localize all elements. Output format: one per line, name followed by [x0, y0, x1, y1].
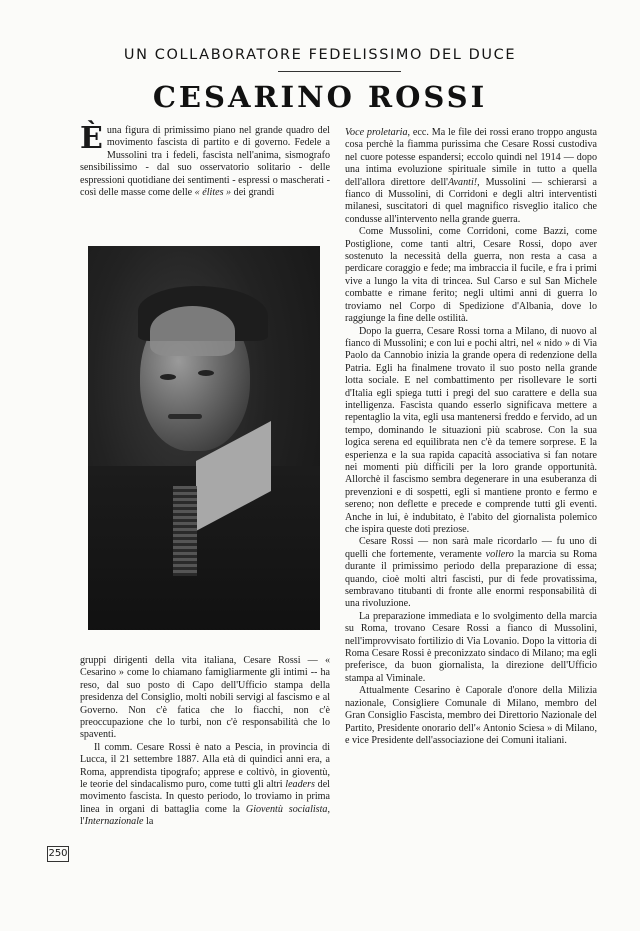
intro-paragraph: È una figura di primissimo piano nel grande quadro del movimento fascista di partito e di governo. Fedele a Mussolini tra i fedeli, fascista nell'anima, sismografo sensibilissimo - dal suo osservatorio solitario - delle espressioni quotidiane dei sentimenti - espressi o mascherati - così delle masse come delle « élites » dei grandi: [80, 121, 330, 199]
page-number: 250: [47, 846, 69, 862]
paragraph: Dopo la guerra, Cesare Rossi torna a Milano, di nuovo al fianco di Mussolini; e con lui e pochi altri, nel « nido » di Via Paolo da Cannobio inizia la grande opera di redenzione della Patria. Egli ha finalmene trovato il suo posto nella grande lotta sociale. E nel combattimento per risollevare le sorti d'Italia egli spiega tutti i pregi del suo carattere e della sua intelligenza. Fascista quando esserlo significava mettere a repentaglio la vita, egli usa mantenersi freddo e fervido, ad un tempo, dominando le situazioni più scabrose. Con la sua logica serena ed equilibrata nen c'è da temere sorprese. E la esperienza e la sua rapida capacità associativa si fan notare nei momenti più difficili per la loro grande opportunità. Allorchè il fascismo sembra degenerare in una esuberanza di prevenzioni e di sospetti, egli si mantiene pronto e fermo e sereno; non deflette e precede e comprende tutti gli eventi. Anche in lui, è indubitato, è l'abito del giornalista polemico che ispira queste doti preziose.: [345, 325, 597, 535]
paragraph: Cesare Rossi — non sarà male ricordarlo — fu uno di quelli che fortemente, veramente vollero la marcia su Roma durante il primissimo periodo della preparazione di essa; quando, cioè molti altri fascisti, pur di fede provatissima, sembravano titubanti di fronte alle enormi responsabilità di una rivoluzione.: [345, 536, 597, 610]
right-column: [345, 127, 597, 747]
kicker-rule-divider: [278, 71, 401, 72]
paragraph: Attualmente Cesarino è Caporale d'onore della Milizia nazionale, Consigliere Comunale di Milano, membro del Gran Consiglio Fascista, membro dei Direttorio Nazionale del Partito, Presidente onorario dell'« Antonio Sciesa » di Milano, e vice Presidente dell'associazione dei Comuni italiani.: [345, 685, 597, 746]
paragraph: La preparazione immediata e lo svolgimento della marcia su Roma, trovano Cesare Rossi a fianco di Mussolini, nell'improvvisato fortilizio di Via Lovanio. Dopo la vittoria di Roma Cesare Rossi è preconizzato sindaco di Milano; ma egli preferisce, da buon giornalista, la direzione dell'Ufficio stampa al Viminale.: [345, 610, 597, 684]
paragraph: gruppi dirigenti della vita italiana, Cesare Rossi — « Cesarino » come lo chiamano famigliarmente gli intimi -- ha reso, dal suo posto di Capo dell'Ufficio stampa della presidenza del Consiglio, molti nobili servigi al fascismo e al Governo. Non c'è fatica che lo fiacchi, non c'è preoccupazione che lo turbi, non c'è responsabilità che lo spaventi.: [80, 655, 330, 741]
portrait-photo: [88, 246, 320, 630]
article-kicker: UN COLLABORATORE FEDELISSIMO DEL DUCE: [123, 47, 517, 63]
article-title: CESARINO ROSSI: [152, 80, 488, 114]
paragraph: Voce proletaria, ecc. Ma le file dei rossi erano troppo angusta cosa perchè la fiamma purissima che Cesare Rossi custodiva nel cuore potesse espandersi; eccolo quindi nel 1914 — dopo una intima evoluzione spirituale simile in tutto a quella dell'allora direttore dell'Avanti!, Mussolini — schierarsi a fianco di Mussolini, di Corridoni e degli altri interventisti milanesi, suscitatori di quel magnifico risveglio italico che condusse all'intervento nella grande guerra.: [345, 127, 598, 225]
drop-cap: È: [80, 121, 103, 156]
left-column-continued: [80, 655, 330, 829]
left-column-intro: [80, 121, 330, 199]
bio-paragraph: Il comm. Cesare Rossi è nato a Pescia, in provincia di Lucca, il 21 settembre 1887. Alla età di quindici anni era, a Roma, apprendista tipografo; apprese e coltivò, in gioventù, le teorie del sindacalismo puro, come tutti gli altri leaders del movimento fascista. In questo periodo, lo troviamo in prima linea in organi di battaglia come la Gioventù socialista, l'Internazionale la: [80, 741, 330, 828]
paragraph: Come Mussolini, come Corridoni, come Bazzi, come Postiglione, come tanti altri, Cesare Rossi, dopo aver sostenuto la necessità della guerra, non resta a casa a perdicare coraggio e fede; ma imbraccia il fucile, e fra i primi vive a lungo la vita di trincea. Sul Carso e sul San Michele combatte e rimane ferito; negli ultimi anni di guerra lo troviamo nel Corpo di Spedizione d'Albania, dove lo raggiunge la fine delle ostilità.: [345, 226, 597, 325]
